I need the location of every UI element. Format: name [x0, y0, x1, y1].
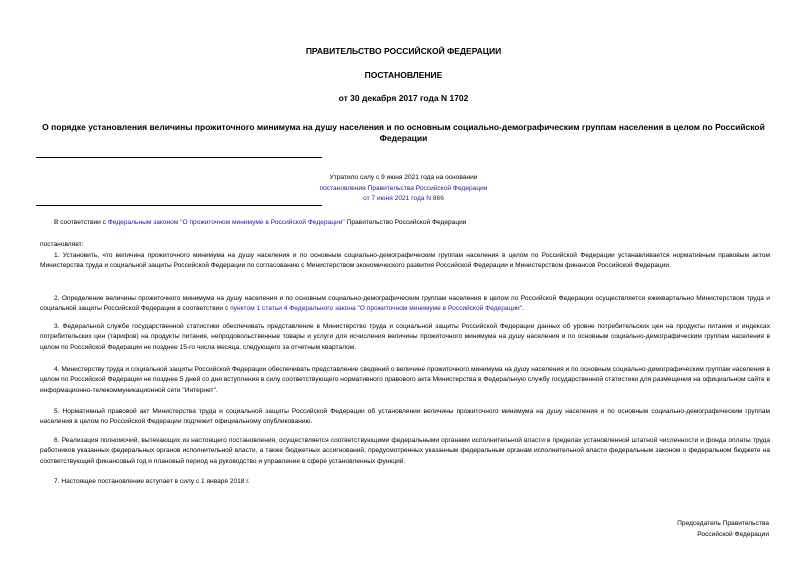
- law-article-link[interactable]: пунктом 1 статьи 4 Федерального закона "О прожиточном минимуме в Российской Федерации": [230, 305, 523, 313]
- paragraph-2-end: .: [522, 305, 524, 313]
- paragraph-2: [40, 294, 770, 315]
- resolves-label: постановляет:: [40, 241, 84, 248]
- divider-bottom: [36, 205, 322, 206]
- repeal-decree-link[interactable]: постановления Правительства Российской Федерации: [319, 184, 488, 192]
- preamble-text-after: Правительство Российской Федерации: [344, 219, 467, 226]
- paragraph-5: 5. Нормативный правовой акт Министерства труда и социальной защиты Российской Федерации об установлении величины прожиточного минимума на душу населения и по основным социально-демографическим группам населения в целом по Российской Федерации подлежит официальному опубликованию.: [40, 408, 770, 426]
- paragraph-4: 4. Министерству труда и социальной защиты Российской Федерации обеспечивать представление сведений о величине прожиточного минимума на душу населения и по основным социально-демографическим группам населения в целом по Российской Федерации не позднее 5 дней со дня вступления в силу соответствующего нормативного правового акта Министерства в Федеральную службу государственной статистики для размещения на официальном сайте в информационно-телекоммуникационной сети "Интернет".: [40, 366, 770, 394]
- issuing-authority: ПРАВИТЕЛЬСТВО РОССИЙСКОЙ ФЕДЕРАЦИИ: [305, 46, 502, 56]
- preamble: [40, 218, 770, 228]
- preamble-text-before: В соответствии с: [54, 219, 108, 226]
- paragraph-1: 1. Установить, что величина прожиточного минимума на душу населения и по основным социально-демографическим группам населения в целом по Российской Федерации устанавливается нормативным правовым актом Министерства труда и социальной защиты Российской Федерации по согласованию с Министерством экономического развития Российской Федерации и Министерством финансов Российской Федерации.: [40, 252, 770, 270]
- repeal-decree-date-link[interactable]: от 7 июня 2021 года N 866: [363, 195, 444, 202]
- signature-block: [677, 519, 769, 540]
- divider-top: [36, 157, 322, 158]
- paragraph-7: 7. Настоящее постановление вступает в силу с 1 января 2018 г.: [54, 478, 250, 485]
- status-line: Утратило силу с 9 июня 2021 года на основании: [329, 174, 478, 181]
- document-date-number: от 30 декабря 2017 года N 1702: [338, 93, 469, 103]
- signatory-organization: Российской Федерации: [697, 530, 769, 538]
- federal-law-link[interactable]: Федеральным законом "О прожиточном минимуме в Российской Федерации": [107, 219, 345, 226]
- status-note: [0, 173, 807, 205]
- paragraph-2-text: 2. Определение величины прожиточного минимума на душу населения и по основным социально-демографическим группам населения в целом по Российской Федерации осуществляется ежеквартально Министерством труда и социальной защиты Российской Федерации в соответствии с: [40, 295, 770, 313]
- document-subject-title: О порядке установления величины прожиточного минимума на душу населения и по основным социально-демографическим группам населения в целом по Российской Федерации: [42, 122, 765, 143]
- paragraph-3: 3. Федеральной службе государственной статистики обеспечивать представление в Министерство труда и социальной защиты Российской Федерации данных об уровне потребительских цен на продукты питания и индексах потребительских цен (тарифов) на продукты питания, непродовольственные товары и услуги для исчисления величины прожиточного минимума на душу населения и по основным социально-демографическим группам населения в целом по Российской Федерации не позднее 15-го числа месяца, следующего за отчетным кварталом.: [40, 323, 770, 351]
- document-type: ПОСТАНОВЛЕНИЕ: [364, 70, 443, 80]
- signatory-title: Председатель Правительства: [677, 520, 769, 527]
- paragraph-6: 6. Реализация полномочий, вытекающих из настоящего постановления, осуществляется соответствующими федеральными органами исполнительной власти в пределах установленной штатной численности и фонда оплаты труда работников указанных федеральных органов исполнительной власти, а также бюджетных ассигнований, предусмотренных указанным федеральным органам исполнительной власти федеральным законом о федеральном бюджете на соответствующий финансовый год и плановый период на руководство и управление в сфере установленных функций.: [40, 437, 770, 465]
